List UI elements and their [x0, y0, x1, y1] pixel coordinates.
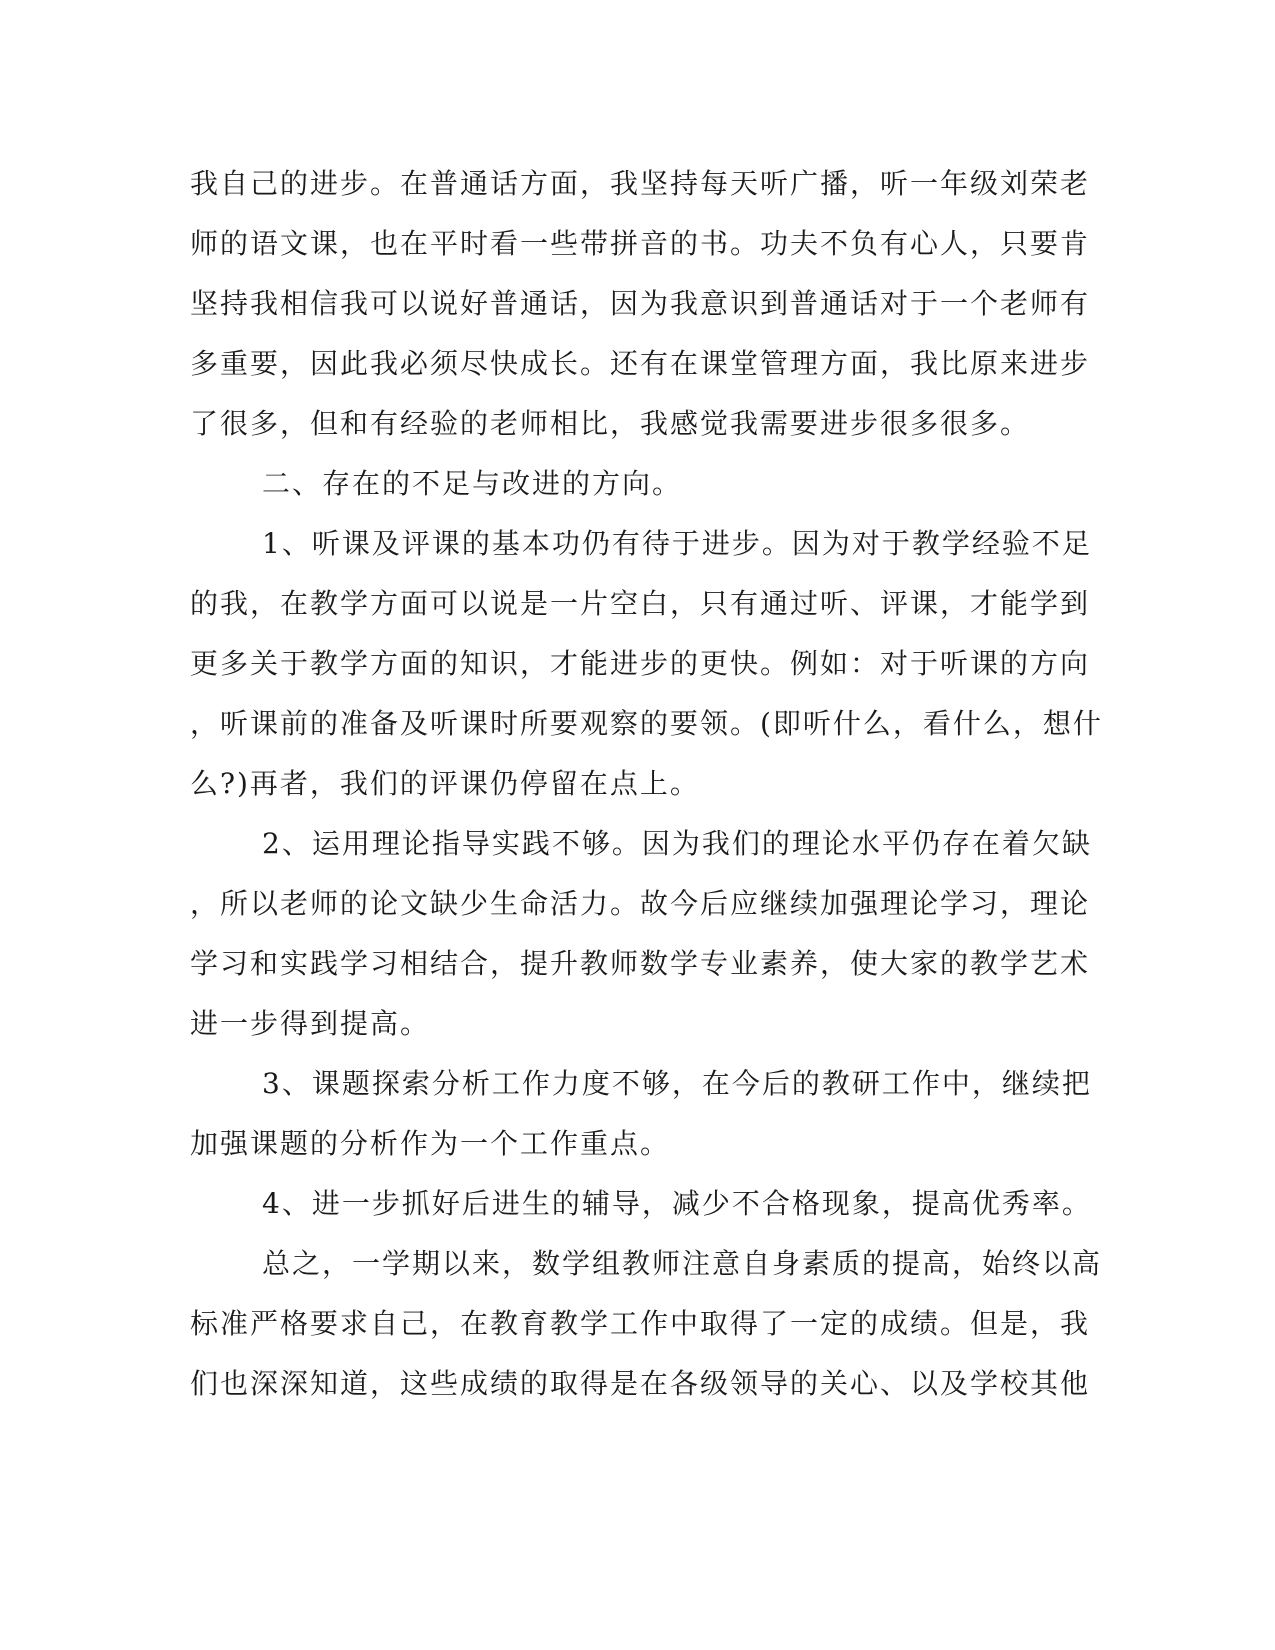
- text-line: 师的语文课，也在平时看一些带拼音的书。功夫不负有心人，只要肯: [190, 227, 1091, 260]
- text-line: 坚持我相信我可以说好普通话，因为我意识到普通话对于一个老师有: [190, 287, 1091, 320]
- text-line: 的我，在教学方面可以说是一片空白，只有通过听、评课，才能学到: [190, 587, 1091, 620]
- text-line: 了很多，但和有经验的老师相比，我感觉我需要进步很多很多。: [190, 407, 1031, 440]
- text-line: 我自己的进步。在普通话方面，我坚持每天听广播，听一年级刘荣老: [190, 167, 1091, 200]
- text-line: 么?)再者，我们的评课仍停留在点上。: [190, 767, 700, 800]
- text-line: 更多关于教学方面的知识，才能进步的更快。例如：对于听课的方向: [190, 647, 1091, 680]
- text-line: 2、运用理论指导实践不够。因为我们的理论水平仍存在着欠缺: [262, 827, 1092, 860]
- text-line: 4、进一步抓好后进生的辅导，减少不合格现象，提高优秀率。: [262, 1187, 1092, 1220]
- text-line: 1、听课及评课的基本功仍有待于进步。因为对于教学经验不足: [262, 527, 1092, 560]
- text-line: ，所以老师的论文缺少生命活力。故今后应继续加强理论学习，理论: [190, 887, 1091, 920]
- text-line: 进一步得到提高。: [190, 1007, 431, 1040]
- text-line: ，听课前的准备及听课时所要观察的要领。(即听什么，看什么，想什: [190, 707, 1103, 740]
- text-line: 标准严格要求自己，在教育教学工作中取得了一定的成绩。但是，我: [190, 1307, 1091, 1340]
- section-heading: 二、存在的不足与改进的方向。: [262, 467, 683, 500]
- text-line: 总之，一学期以来，数学组教师注意自身素质的提高，始终以高: [262, 1247, 1103, 1280]
- text-line: 加强课题的分析作为一个工作重点。: [190, 1127, 671, 1160]
- text-line: 多重要，因此我必须尽快成长。还有在课堂管理方面，我比原来进步: [190, 347, 1091, 380]
- text-line: 学习和实践学习相结合，提升教师数学专业素养，使大家的教学艺术: [190, 947, 1091, 980]
- text-line: 3、课题探索分析工作力度不够，在今后的教研工作中，继续把: [262, 1067, 1092, 1100]
- text-line: 们也深深知道，这些成绩的取得是在各级领导的关心、以及学校其他: [190, 1367, 1091, 1400]
